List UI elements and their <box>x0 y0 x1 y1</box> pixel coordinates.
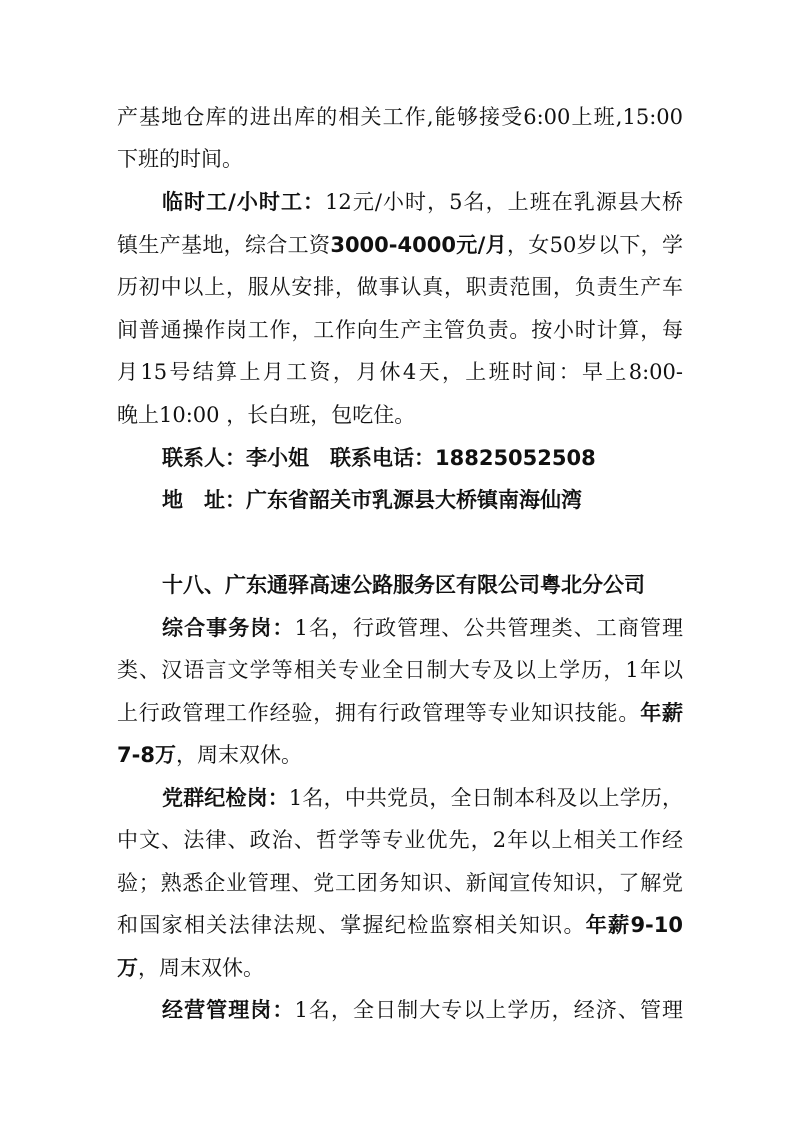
job-general-affairs-line-4: 7-8万，周末双休。 <box>117 743 302 767</box>
job-general-affairs-line-3: 上行政管理工作经验，拥有行政管理等专业知识技能。年薪 <box>117 701 683 725</box>
temp-worker-line-6: 晚上10:00 ，长白班，包吃住。 <box>117 403 416 427</box>
job-party-discipline-title: 党群纪检岗： <box>162 786 289 810</box>
temp-worker-line-1: 临时工/小时工：12元/小时，5名，上班在乳源县大桥 <box>162 190 683 214</box>
temp-worker-salary: 3000-4000元/月 <box>330 233 507 257</box>
job-party-discipline-line-5: 万，周末双休。 <box>117 956 264 980</box>
contact-person-phone: 联系人：李小姐 联系电话：18825052508 <box>162 446 596 470</box>
job17-line-1: 产基地仓库的进出库的相关工作,能够接受6:00上班,15:00 <box>117 105 683 129</box>
temp-worker-line-5: 月15号结算上月工资，月休4天，上班时间：早上8:00- <box>117 360 683 384</box>
temp-worker-line-2: 镇生产基地，综合工资3000-4000元/月，女50岁以下，学 <box>117 233 683 257</box>
job-general-affairs-salary: 7-8万 <box>117 743 176 767</box>
temp-worker-line-4: 间普通操作岗工作，工作向生产主管负责。按小时计算，每 <box>117 318 683 342</box>
job-general-affairs-line-1: 综合事务岗：1名，行政管理、公共管理类、工商管理 <box>162 616 683 640</box>
job-party-discipline-line-2: 中文、法律、政治、哲学等专业优先，2年以上相关工作经 <box>117 828 683 852</box>
job17-line-2: 下班的时间。 <box>117 147 243 171</box>
address-value: 广东省韶关市乳源县大桥镇南海仙湾 <box>246 488 582 512</box>
job-party-discipline-line-3: 验；熟悉企业管理、党工团务知识、新闻宣传知识，了解党 <box>117 871 683 895</box>
job-general-affairs-line-2: 类、汉语言文学等相关专业全日制大专及以上学历，1年以 <box>117 658 683 682</box>
company-18-heading: 十八、广东通驿高速公路服务区有限公司粤北分公司 <box>162 573 645 597</box>
temp-worker-line-3: 历初中以上，服从安排，做事认真，职责范围，负责生产车 <box>117 275 683 299</box>
job-operations-line-1: 经营管理岗：1名，全日制大专以上学历，经济、管理 <box>162 998 683 1022</box>
job-party-discipline-line-4: 和国家相关法律法规、掌握纪检监察相关知识。年薪9-10 <box>117 913 683 937</box>
job-party-discipline-salary: 年薪9-10 <box>585 913 683 937</box>
temp-worker-title: 临时工/小时工： <box>162 190 326 214</box>
contact-address <box>162 485 683 515</box>
job-operations-title: 经营管理岗： <box>162 998 295 1022</box>
job-general-affairs-title: 综合事务岗： <box>162 616 295 640</box>
job-party-discipline-line-1: 党群纪检岗：1名，中共党员，全日制本科及以上学历， <box>162 786 683 810</box>
address-label: 地 址： <box>162 488 246 512</box>
